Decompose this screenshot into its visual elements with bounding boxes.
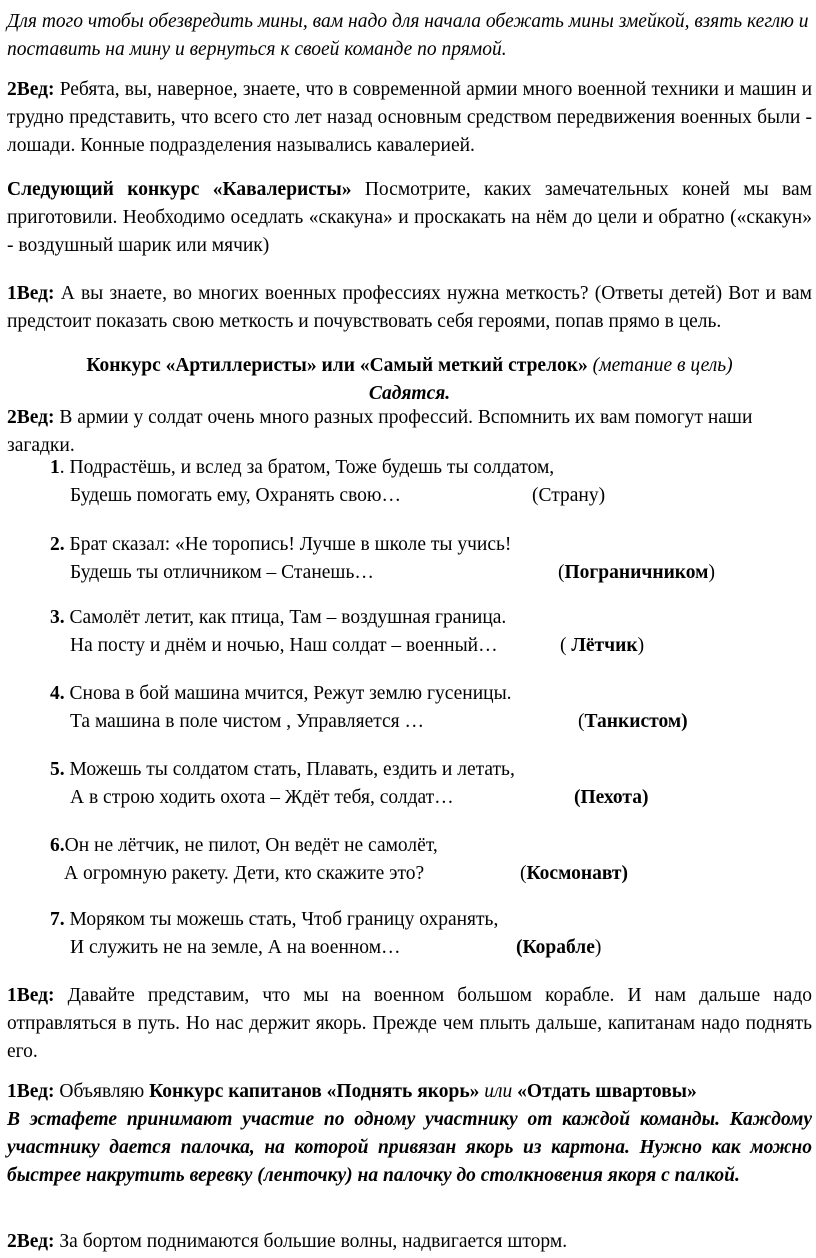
paragraph-text: Посмотрите, каких замечательных коней мы вам приготовили. Необходимо оседлать «скакуна» и проскакать на нём до цели и обратно («скакун» - воздушный шарик или мячик): [7, 179, 812, 256]
paragraph-text: Давайте представим, что мы на военном большом корабле. И нам дальше надо отправляться в путь. Но нас держит якорь. Прежде чем плыть дальше, капитанам надо поднять его.: [7, 985, 813, 1062]
paragraph-text: А вы знаете, во многих военных профессиях нужна меткость? (Ответы детей) Вот и вам предстоит показать свою меткость и почувствовать себя героями, попав прямо в цель.: [7, 283, 813, 332]
contest-description: В эстафете принимают участие по одному участнику от каждой команды. Каждому участнику дается палочка, на которой привязан якорь из картона. Нужно как можно быстрее накрутить веревку (ленточку) на палочку до столкновения якоря с палкой.: [7, 1109, 812, 1186]
riddle-number: 3.: [50, 607, 65, 628]
riddle-number: 2.: [50, 534, 65, 555]
riddle-number: 5.: [50, 759, 65, 780]
riddle-2: [50, 531, 790, 587]
paragraph-storm: [7, 1228, 812, 1256]
speaker-label: 2Вед:: [7, 1231, 55, 1252]
paragraph-cavalry-contest: [7, 176, 812, 260]
speaker-label: 1Вед:: [7, 985, 55, 1006]
riddle-6: [50, 832, 790, 888]
lead-text: Объявляю: [59, 1081, 145, 1102]
riddle-answer: (Пехота): [574, 787, 649, 808]
paragraph-text: За бортом поднимаются большие волны, надвигается шторм.: [59, 1231, 568, 1252]
riddle-4: [50, 680, 790, 736]
contest-title-alt: «Отдать швартовы»: [517, 1081, 697, 1102]
riddle-line-1: 3. Самолёт летит, как птица, Там – воздушная граница.: [50, 607, 507, 628]
paragraph-text: Ребята, вы, наверное, знаете, что в современной армии много военной техники и машин и трудно представить, что всего сто лет назад основным средством передвижения военных были - лошади. Конные подразделения назывались кавалерией.: [7, 79, 813, 156]
intro-text: Для того чтобы обезвредить мины, вам надо для начала обежать мины змейкой, взять кеглю и поставить на мину и вернуться к своей команде по прямой.: [7, 11, 809, 60]
riddle-line-2: А в строю ходить охота – Ждёт тебя, солдат… (Пехота): [50, 784, 790, 812]
riddle-answer: ( Лётчик): [560, 635, 645, 656]
riddle-line-1: 5. Можешь ты солдатом стать, Плавать, ездить и летать,: [50, 759, 515, 780]
contest-heading: [7, 352, 812, 408]
speaker-label: 1Вед:: [7, 1081, 55, 1102]
paragraph-ship: [7, 982, 812, 1066]
riddle-7: [50, 906, 790, 962]
paragraph-accuracy: [7, 280, 812, 336]
paragraph-riddles-intro: [7, 404, 812, 460]
riddle-1: [50, 454, 790, 510]
riddle-5: [50, 756, 790, 812]
riddle-line-2: Та машина в поле чистом , Управляется … (Танкистом): [50, 708, 790, 736]
contest-title: Следующий конкурс «Кавалеристы»: [7, 179, 352, 200]
or-text: или: [484, 1081, 513, 1102]
riddle-line-2: И служить не на земле, А на военном… (Корабле): [50, 934, 790, 962]
contest-note: (метание в цель): [592, 355, 733, 376]
riddle-line-2: Будешь ты отличником – Станешь… (Пограничником): [50, 559, 790, 587]
riddle-number: 6.: [50, 835, 65, 856]
riddle-line-2: Будешь помогать ему, Охранять свою… (Страну): [50, 482, 790, 510]
riddle-number: 7.: [50, 909, 65, 930]
riddle-answer: (Корабле): [516, 937, 602, 958]
riddle-answer: (Космонавт): [520, 863, 628, 884]
riddle-answer: (Пограничником): [558, 562, 715, 583]
riddle-number: 4.: [50, 683, 65, 704]
riddle-answer: (Танкистом): [578, 711, 688, 732]
contest-title: Конкурс «Артиллеристы» или «Самый меткий стрелок»: [86, 355, 588, 376]
paragraph-captains-contest: [7, 1078, 812, 1190]
riddle-line-1: 6.Он не лётчик, не пилот, Он ведёт не самолёт,: [50, 835, 438, 856]
riddle-line-2: На посту и днём и ночью, Наш солдат – военный… ( Лётчик): [50, 632, 790, 660]
speaker-label: 2Вед:: [7, 79, 55, 100]
riddle-line-1: 7. Моряком ты можешь стать, Чтоб границу охранять,: [50, 909, 499, 930]
paragraph-cavalry-intro: [7, 76, 812, 160]
riddle-line-1: 4. Снова в бой машина мчится, Режут землю гусеницы.: [50, 683, 512, 704]
riddle-line-1: 2. Брат сказал: «Не торопись! Лучше в школе ты учись!: [50, 534, 512, 555]
riddle-answer: (Страну): [532, 485, 606, 506]
riddle-line-2: А огромную ракету. Дети, кто скажите это? (Космонавт): [50, 860, 790, 888]
riddle-number: 1: [50, 457, 60, 478]
sit-instruction: Садятся.: [368, 383, 451, 404]
paragraph-text: В армии у солдат очень много разных профессий. Вспомнить их вам помогут наши загадки.: [7, 407, 753, 456]
speaker-label: 1Вед:: [7, 283, 55, 304]
speaker-label: 2Вед:: [7, 407, 55, 428]
contest-title: Конкурс капитанов «Поднять якорь»: [149, 1081, 480, 1102]
riddle-3: [50, 604, 790, 660]
riddle-line-1: 1. Подрастёшь, и вслед за братом, Тоже будешь ты солдатом,: [50, 457, 555, 478]
intro-paragraph: [7, 8, 812, 64]
